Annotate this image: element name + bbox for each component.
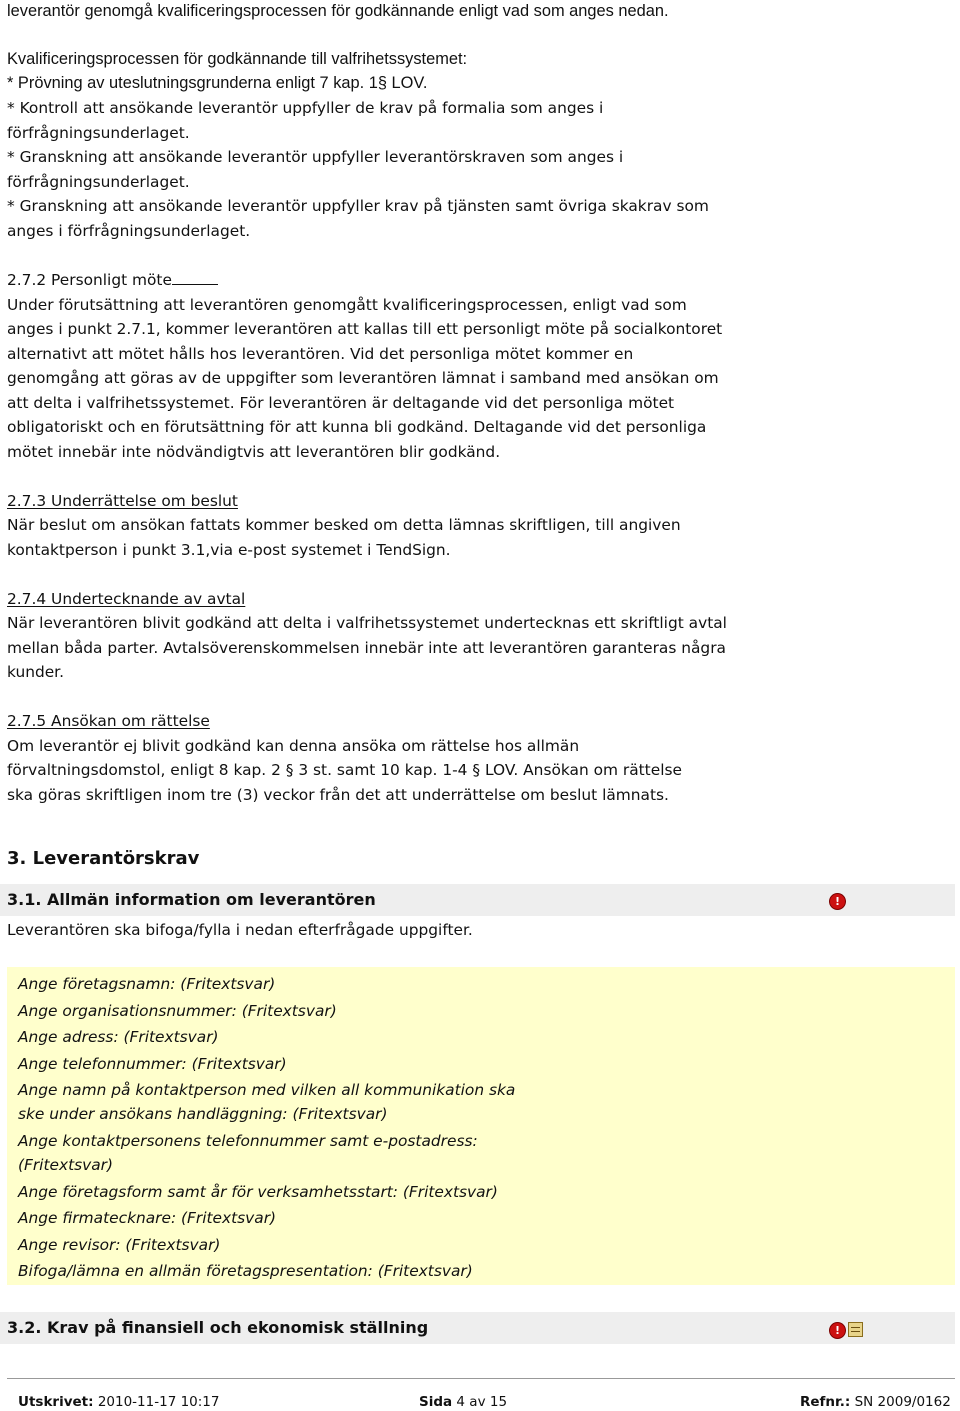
question-item[interactable]: Ange telefonnummer: (Fritextsvar) [18, 1055, 287, 1073]
paragraph-line: Under förutsättning att leverantören genomgått kvalificeringsprocessen, enligt vad som [7, 296, 687, 314]
footer-ref [800, 1393, 951, 1411]
paragraph-line: När leverantören blivit godkänd att delta i valfrihetssystemet undertecknas ett skriftligt avtal [7, 614, 727, 632]
page-value: 4 av 15 [456, 1394, 508, 1410]
paragraph-line: anges i punkt 2.7.1, kommer leverantören att kallas till ett personligt möte på socialkontoret [7, 320, 723, 338]
question-item[interactable]: Bifoga/lämna en allmän företagspresentation: (Fritextsvar) [18, 1262, 473, 1280]
paragraph-line: att delta i valfrihetssystemet. För leverantören är deltagande vid det personliga mötet [7, 394, 675, 412]
intro-text: anges i förfrågningsunderlaget. [7, 222, 251, 240]
section-heading-3-2: 3.2. Krav på finansiell och ekonomisk ställning [7, 1318, 429, 1337]
question-item[interactable]: Ange revisor: (Fritextsvar) [18, 1236, 221, 1254]
printed-label: Utskrivet: [18, 1394, 94, 1410]
paragraph-line: förvaltningsdomstol, enligt 8 kap. 2 § 3 st. samt 10 kap. 1-4 § LOV. Ansökan om rättelse [7, 761, 682, 779]
paragraph-line: När beslut om ansökan fattats kommer besked om detta lämnas skriftligen, till angiven [7, 516, 681, 534]
intro-text: leverantör genomgå kvalificeringsprocessen för godkännande enligt vad som anges nedan. [7, 2, 669, 20]
printed-value: 2010-11-17 10:17 [97, 1394, 220, 1410]
question-item[interactable]: Ange kontaktpersonens telefonnummer samt e-postadress: [18, 1132, 478, 1150]
warning-icon[interactable]: ! [830, 894, 845, 909]
question-item[interactable]: Ange adress: (Fritextsvar) [18, 1028, 219, 1046]
ref-value: SN 2009/0162 [854, 1394, 951, 1410]
footer-page [419, 1393, 507, 1411]
intro-text: förfrågningsunderlaget. [7, 124, 190, 142]
question-item-continued[interactable]: ske under ansökans handläggning: (Fritextsvar) [18, 1105, 388, 1123]
paragraph-line: kunder. [7, 663, 64, 681]
section-heading-2-7-4: 2.7.4 Undertecknande av avtal [7, 590, 246, 608]
paragraph-line: ska göras skriftligen inom tre (3) veckor från det att underrättelse om beslut lämnats. [7, 786, 669, 804]
question-item[interactable]: Ange företagsform samt år för verksamhetsstart: (Fritextsvar) [18, 1183, 498, 1201]
intro-text: * Kontroll att ansökande leverantör uppfyller de krav på formalia som anges i [7, 99, 604, 117]
paragraph-line: Om leverantör ej blivit godkänd kan denna ansöka om rättelse hos allmän [7, 737, 580, 755]
paragraph-line: kontaktperson i punkt 3.1,via e-post systemet i TendSign. [7, 541, 451, 559]
section-intro: Leverantören ska bifoga/fylla i nedan efterfrågade uppgifter. [7, 921, 473, 939]
section-heading-2-7-2 [7, 270, 218, 290]
question-item-continued[interactable]: (Fritextsvar) [18, 1156, 113, 1174]
footer-printed [18, 1393, 219, 1411]
intro-text: * Granskning att ansökande leverantör uppfyller leverantörskraven som anges i [7, 148, 624, 166]
document-icon[interactable] [848, 1322, 863, 1337]
question-item[interactable]: Ange organisationsnummer: (Fritextsvar) [18, 1002, 337, 1020]
intro-text: förfrågningsunderlaget. [7, 173, 190, 191]
paragraph-line: mötet innebär inte nödvändigtvis att leverantören blir godkänd. [7, 443, 501, 461]
question-section-bar-3-1[interactable] [0, 884, 955, 916]
paragraph-line: alternativt att mötet hålls hos leverantören. Vid det personliga mötet kommer en [7, 345, 634, 363]
section-heading-2-7-5: 2.7.5 Ansökan om rättelse [7, 712, 210, 730]
section-heading-2-7-3: 2.7.3 Underrättelse om beslut [7, 492, 238, 510]
intro-text: * Granskning att ansökande leverantör uppfyller krav på tjänsten samt övriga skakrav som [7, 197, 709, 215]
ref-label: Refnr.: [800, 1394, 851, 1410]
heading-text: 2.7.2 Personligt möte [7, 271, 172, 289]
underline-blank [172, 270, 218, 285]
intro-text: * Prövning av uteslutningsgrunderna enligt 7 kap. 1§ LOV. [7, 74, 428, 92]
footer-divider [7, 1378, 955, 1379]
warning-icon[interactable]: ! [830, 1323, 845, 1338]
paragraph-line: genomgång att göras av de uppgifter som leverantören lämnat i samband med ansökan om [7, 369, 719, 387]
page-label: Sida [419, 1394, 453, 1410]
question-item[interactable]: Ange företagsnamn: (Fritextsvar) [18, 975, 276, 993]
question-item[interactable]: Ange namn på kontaktperson med vilken all kommunikation ska [18, 1081, 516, 1099]
question-item[interactable]: Ange firmatecknare: (Fritextsvar) [18, 1209, 277, 1227]
chapter-heading: 3. Leverantörskrav [7, 848, 200, 869]
question-section-bar-3-2[interactable] [0, 1312, 955, 1344]
intro-text: Kvalificeringsprocessen för godkännande till valfrihetssystemet: [7, 50, 468, 68]
paragraph-line: obligatoriskt och en förutsättning för att kunna bli godkänd. Deltagande vid det personliga [7, 418, 707, 436]
section-heading-3-1: 3.1. Allmän information om leverantören [7, 890, 376, 909]
paragraph-line: mellan båda parter. Avtalsöverenskommelsen innebär inte att leverantören garanteras några [7, 639, 726, 657]
